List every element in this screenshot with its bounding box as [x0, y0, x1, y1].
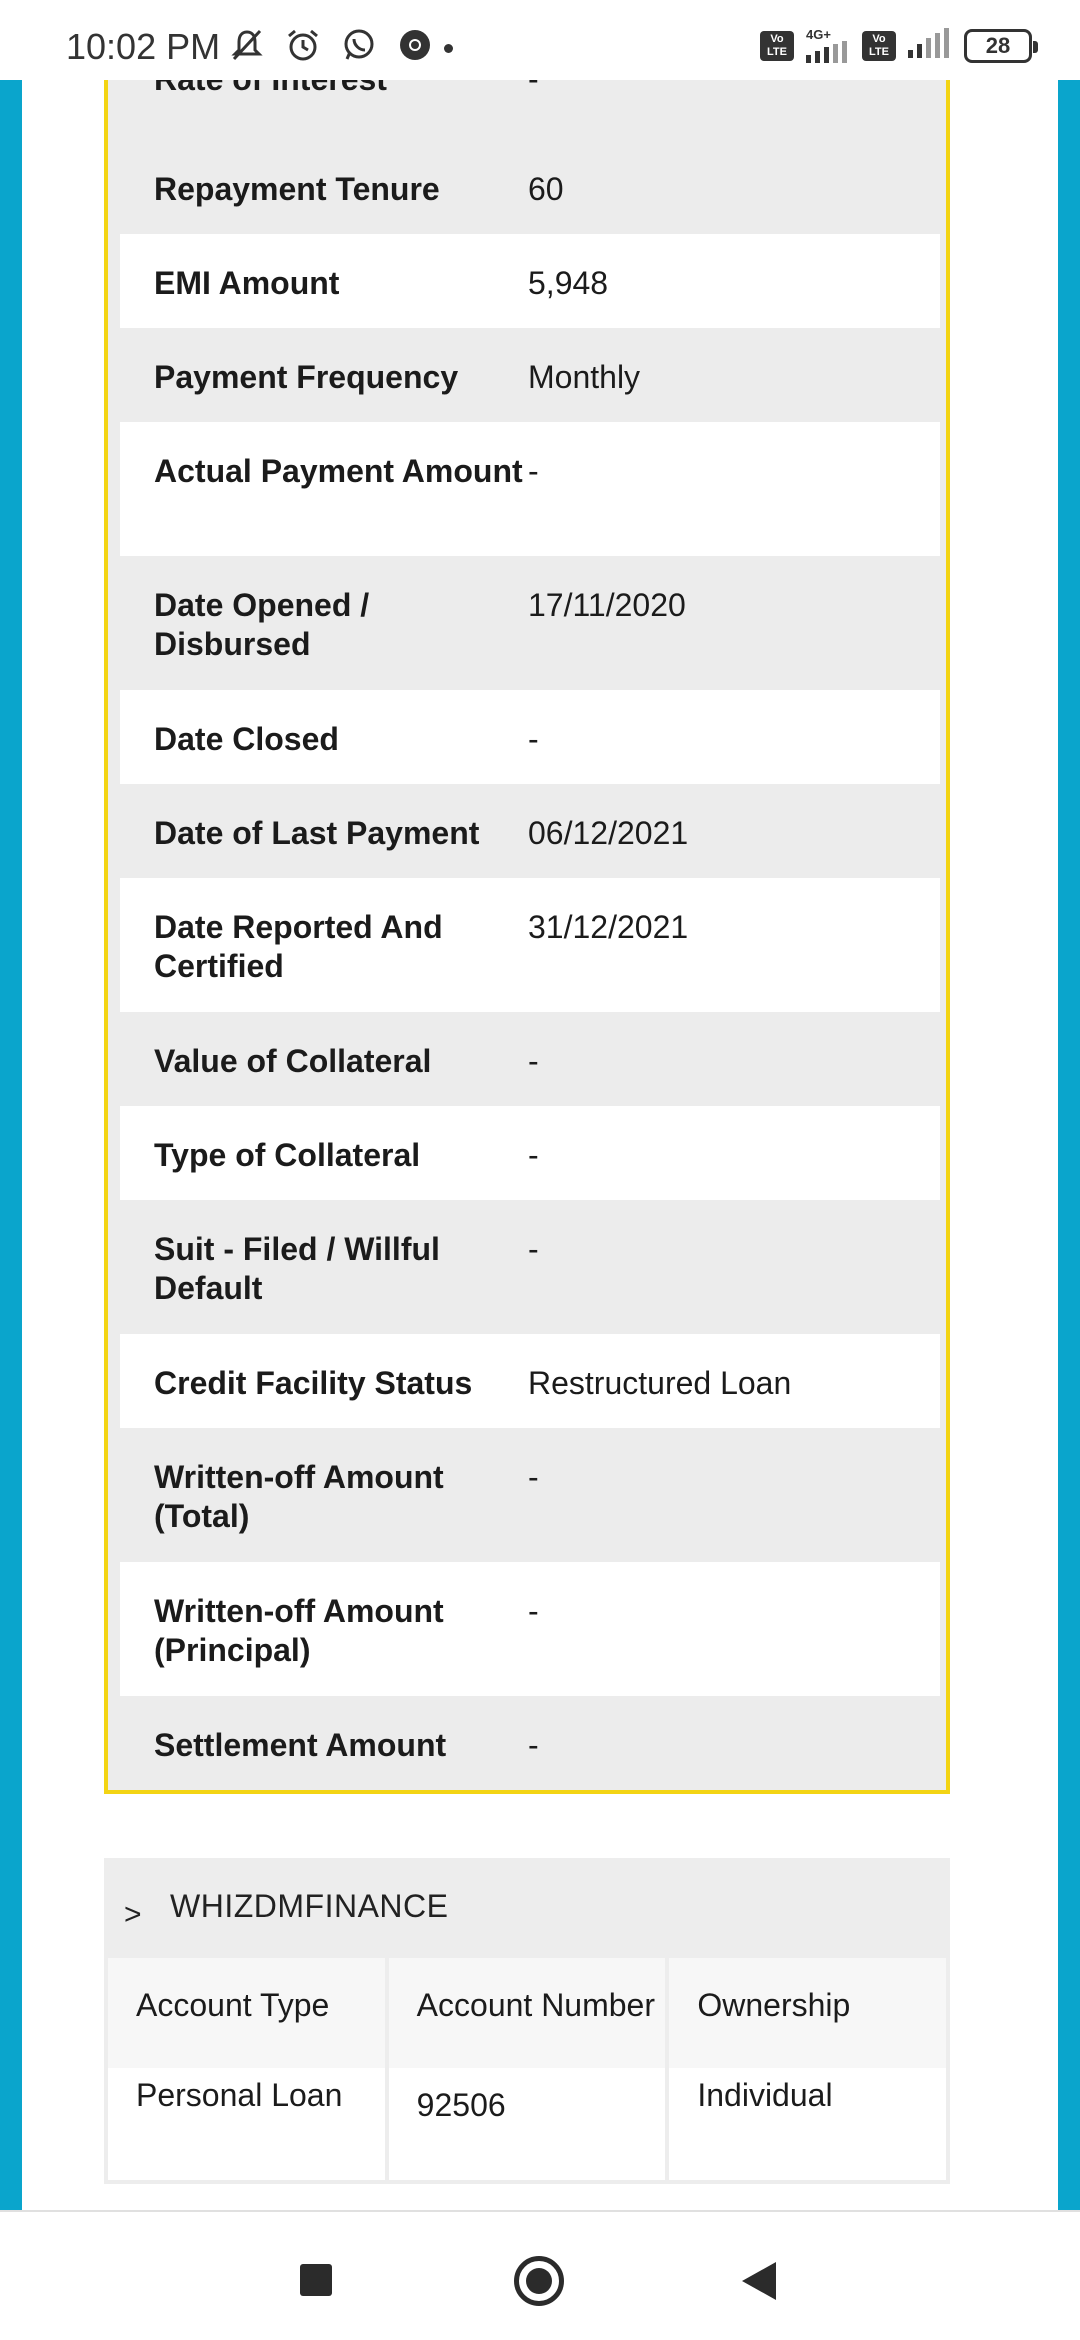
- detail-label: Repayment Tenure: [154, 171, 440, 207]
- table-cell: 92506: [389, 2068, 666, 2180]
- lender-section: [104, 1858, 950, 2184]
- signal-strength-icon-2: [908, 28, 952, 63]
- status-time: 10:02 PM: [66, 26, 221, 67]
- detail-row: [120, 690, 940, 784]
- battery-level: 28: [985, 32, 1011, 58]
- lender-account-table: [108, 1958, 946, 2180]
- detail-value: 31/12/2021: [528, 909, 689, 945]
- table-cell: Individual: [669, 2068, 946, 2180]
- detail-row: [120, 234, 940, 328]
- detail-label: Suit - Filed / Willful Default: [154, 1231, 440, 1306]
- detail-row: [120, 140, 940, 234]
- detail-row: [120, 1334, 940, 1428]
- detail-label: Date Closed: [154, 721, 339, 757]
- detail-value: -: [528, 1727, 539, 1763]
- mute-icon: [228, 26, 266, 64]
- column-header: Account Number: [389, 1958, 666, 2068]
- navigation-bar: [0, 2210, 1080, 2340]
- detail-label: Type of Collateral: [154, 1137, 421, 1173]
- detail-label: Actual Payment Amount: [154, 453, 523, 489]
- alarm-icon: [284, 26, 322, 64]
- detail-label: EMI Amount: [154, 265, 340, 301]
- detail-label: Date of Last Payment: [154, 815, 480, 851]
- detail-row: [120, 1200, 940, 1334]
- detail-label: Date Reported And Certified: [154, 909, 443, 984]
- page-border-left: [0, 80, 22, 2210]
- network-type-label: 4G+: [806, 27, 831, 42]
- detail-value: 60: [528, 171, 564, 207]
- detail-label: Value of Collateral: [154, 1043, 432, 1079]
- detail-value: -: [528, 721, 539, 757]
- page-border-right: [1058, 80, 1080, 2210]
- detail-row: [120, 1696, 940, 1790]
- detail-row: [120, 422, 940, 556]
- table-cell: Personal Loan: [108, 2068, 385, 2180]
- detail-label: Date Opened / Disbursed: [154, 587, 370, 662]
- notification-icons: [228, 26, 434, 64]
- detail-label: Payment Frequency: [154, 359, 459, 395]
- detail-value: 17/11/2020: [528, 587, 686, 623]
- battery-icon: [964, 29, 1032, 63]
- signal-strength-icon-1: [806, 28, 850, 63]
- detail-row: [120, 556, 940, 690]
- detail-label: Written-off Amount (Total): [154, 1459, 444, 1534]
- lender-name[interactable]: WHIZDMFINANCE: [170, 1888, 449, 1924]
- home-icon[interactable]: [514, 2256, 564, 2306]
- detail-label: Credit Facility Status: [154, 1365, 473, 1401]
- expand-chevron-icon[interactable]: >: [124, 1898, 142, 1931]
- detail-label: Settlement Amount: [154, 1727, 447, 1763]
- detail-value: -: [528, 1231, 539, 1267]
- detail-value: -: [528, 1043, 539, 1079]
- detail-row: [120, 1562, 940, 1696]
- whatsapp-icon: [340, 26, 378, 64]
- lender-column: [389, 1958, 666, 2180]
- chrome-icon: [396, 26, 434, 64]
- detail-row: [120, 784, 940, 878]
- detail-value: -: [528, 1137, 539, 1173]
- back-icon[interactable]: [742, 2262, 776, 2300]
- status-bar: [0, 0, 1080, 80]
- detail-value: -: [528, 1593, 539, 1629]
- detail-row: [120, 1106, 940, 1200]
- volte-icon: Vo LTE: [760, 31, 794, 61]
- detail-label: Written-off Amount (Principal): [154, 1593, 444, 1668]
- lender-column: [108, 1958, 385, 2180]
- column-header: Ownership: [669, 1958, 946, 2068]
- system-icons: [760, 28, 1032, 63]
- detail-row: [120, 878, 940, 1012]
- detail-value: -: [528, 453, 539, 489]
- lender-column: [669, 1958, 946, 2180]
- detail-value: 06/12/2021: [528, 815, 689, 851]
- detail-value: Restructured Loan: [528, 1365, 792, 1401]
- detail-row: [120, 1428, 940, 1562]
- account-details-card: [104, 40, 950, 1794]
- detail-row: [120, 1012, 940, 1106]
- volte-icon-2: Vo LTE: [862, 31, 896, 61]
- detail-value: 5,948: [528, 265, 609, 301]
- detail-row: [120, 328, 940, 422]
- column-header: Account Type: [108, 1958, 385, 2068]
- detail-value: -: [528, 1459, 539, 1495]
- more-notifications-dot: [444, 44, 453, 53]
- detail-value: Monthly: [528, 359, 641, 395]
- recent-apps-icon[interactable]: [300, 2264, 332, 2296]
- lender-header[interactable]: [104, 1858, 950, 1958]
